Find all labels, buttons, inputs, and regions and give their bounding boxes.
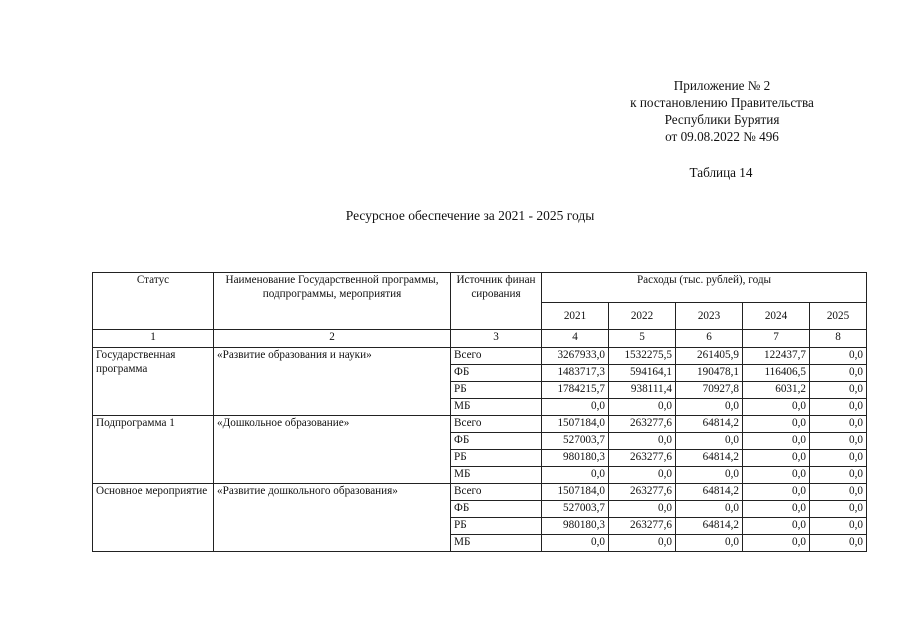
- row-value: 1532275,5: [609, 348, 676, 365]
- row-status: Государственная программа: [93, 348, 214, 416]
- row-value: 263277,6: [609, 450, 676, 467]
- row-value: 594164,1: [609, 365, 676, 382]
- row-value: 0,0: [810, 416, 867, 433]
- row-value: 0,0: [676, 433, 743, 450]
- column-index-row: [93, 330, 867, 348]
- row-value: 0,0: [743, 467, 810, 484]
- row-value: 0,0: [810, 348, 867, 365]
- row-value: 190478,1: [676, 365, 743, 382]
- row-source: МБ: [451, 535, 542, 552]
- row-value: 0,0: [810, 433, 867, 450]
- appendix-line-2: к постановлению Правительства: [630, 95, 814, 110]
- row-value: 0,0: [810, 484, 867, 501]
- row-value: 0,0: [676, 467, 743, 484]
- row-value: 527003,7: [542, 501, 609, 518]
- header-year: 2024: [743, 303, 810, 330]
- row-value: 6031,2: [743, 382, 810, 399]
- row-value: 263277,6: [609, 518, 676, 535]
- row-value: 1507184,0: [542, 416, 609, 433]
- column-index: 8: [810, 330, 867, 348]
- row-value: 0,0: [743, 518, 810, 535]
- row-value: 0,0: [743, 484, 810, 501]
- column-index: 2: [214, 330, 451, 348]
- row-value: 0,0: [743, 433, 810, 450]
- row-value: 0,0: [810, 535, 867, 552]
- row-value: 0,0: [609, 467, 676, 484]
- header-row: [93, 273, 867, 303]
- row-value: 263277,6: [609, 484, 676, 501]
- row-value: 980180,3: [542, 518, 609, 535]
- column-index: 1: [93, 330, 214, 348]
- header-year: 2022: [609, 303, 676, 330]
- row-value: 0,0: [676, 399, 743, 416]
- row-value: 0,0: [609, 501, 676, 518]
- row-value: 0,0: [676, 501, 743, 518]
- row-value: 0,0: [810, 467, 867, 484]
- row-value: 0,0: [810, 399, 867, 416]
- row-value: 0,0: [609, 535, 676, 552]
- row-value: 0,0: [542, 467, 609, 484]
- table-row: [93, 416, 867, 433]
- row-value: 938111,4: [609, 382, 676, 399]
- header-name: Наименование Государственной программы, подпрограммы, мероприятия: [214, 273, 451, 330]
- row-value: 0,0: [609, 399, 676, 416]
- row-value: 64814,2: [676, 450, 743, 467]
- row-value: 0,0: [743, 399, 810, 416]
- header-year: 2025: [810, 303, 867, 330]
- row-source: Всего: [451, 348, 542, 365]
- row-value: 0,0: [810, 518, 867, 535]
- appendix-line-3: Республики Бурятия: [664, 112, 780, 127]
- row-source: РБ: [451, 382, 542, 399]
- table-number: Таблица 14: [689, 165, 753, 180]
- appendix-block: [600, 77, 844, 145]
- row-program-name: «Дошкольное образование»: [214, 416, 451, 484]
- row-value: 1784215,7: [542, 382, 609, 399]
- row-value: 1507184,0: [542, 484, 609, 501]
- page-title: Ресурсное обеспечение за 2021 - 2025 годы: [345, 208, 595, 223]
- header-status: Статус: [93, 273, 214, 330]
- row-value: 0,0: [743, 535, 810, 552]
- row-source: Всего: [451, 416, 542, 433]
- row-value: 0,0: [743, 450, 810, 467]
- row-value: 64814,2: [676, 484, 743, 501]
- header-year: 2021: [542, 303, 609, 330]
- row-source: МБ: [451, 467, 542, 484]
- row-value: 3267933,0: [542, 348, 609, 365]
- row-value: 116406,5: [743, 365, 810, 382]
- row-value: 0,0: [542, 535, 609, 552]
- row-source: ФБ: [451, 365, 542, 382]
- row-value: 0,0: [542, 399, 609, 416]
- row-value: 122437,7: [743, 348, 810, 365]
- resource-table: [92, 272, 867, 552]
- row-value: 263277,6: [609, 416, 676, 433]
- appendix-line-1: Приложение № 2: [673, 78, 771, 93]
- row-source: РБ: [451, 450, 542, 467]
- column-index: 5: [609, 330, 676, 348]
- row-source: ФБ: [451, 501, 542, 518]
- row-value: 0,0: [743, 416, 810, 433]
- row-program-name: «Развитие дошкольного образования»: [214, 484, 451, 552]
- row-value: 0,0: [609, 433, 676, 450]
- row-value: 527003,7: [542, 433, 609, 450]
- header-source: Источник финансирования: [451, 273, 542, 330]
- row-program-name: «Развитие образования и науки»: [214, 348, 451, 416]
- row-value: 0,0: [743, 501, 810, 518]
- row-value: 0,0: [810, 501, 867, 518]
- column-index: 3: [451, 330, 542, 348]
- table-row: [93, 484, 867, 501]
- row-value: 0,0: [810, 365, 867, 382]
- row-value: 1483717,3: [542, 365, 609, 382]
- table-row: [93, 348, 867, 365]
- row-source: ФБ: [451, 433, 542, 450]
- row-value: 0,0: [810, 382, 867, 399]
- header-year: 2023: [676, 303, 743, 330]
- column-index: 7: [743, 330, 810, 348]
- row-value: 980180,3: [542, 450, 609, 467]
- column-index: 4: [542, 330, 609, 348]
- appendix-line-4: от 09.08.2022 № 496: [665, 129, 779, 144]
- row-source: МБ: [451, 399, 542, 416]
- row-value: 64814,2: [676, 416, 743, 433]
- row-source: РБ: [451, 518, 542, 535]
- row-value: 70927,8: [676, 382, 743, 399]
- row-value: 0,0: [810, 450, 867, 467]
- row-status: Основное мероприятие: [93, 484, 214, 552]
- row-status: Подпрограмма 1: [93, 416, 214, 484]
- row-value: 64814,2: [676, 518, 743, 535]
- header-expenses: Расходы (тыс. рублей), годы: [542, 273, 867, 303]
- row-value: 261405,9: [676, 348, 743, 365]
- row-source: Всего: [451, 484, 542, 501]
- column-index: 6: [676, 330, 743, 348]
- row-value: 0,0: [676, 535, 743, 552]
